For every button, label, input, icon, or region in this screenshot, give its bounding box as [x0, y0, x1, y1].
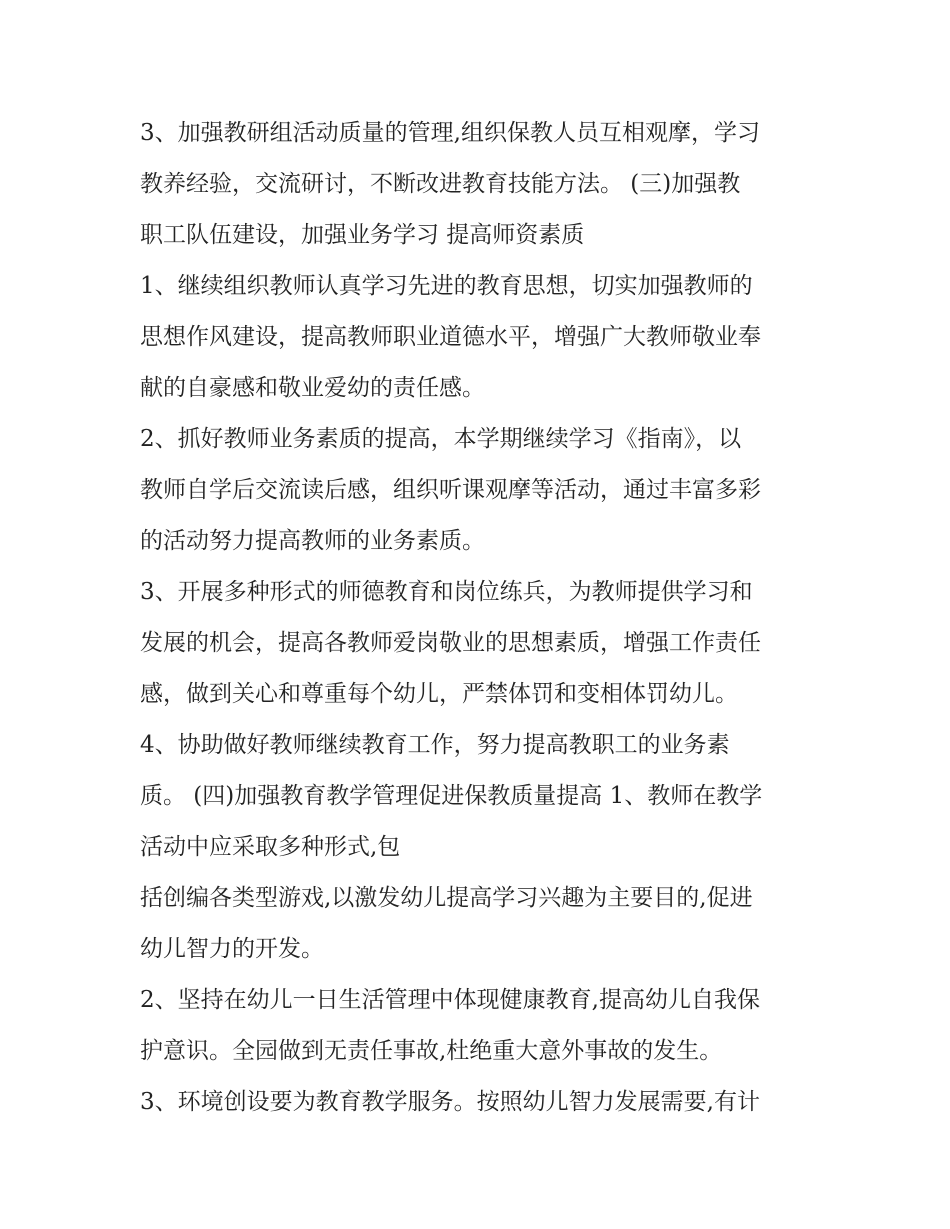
text-line: 教师自学后交流读后感，组织听课观摩等活动，通过丰富多彩 [140, 477, 761, 503]
text-line: 3、加强教研组活动质量的管理,组织保教人员互相观摩，学习 [140, 120, 760, 146]
text-line: 3、环境创设要为教育教学服务。按照幼儿智力发展需要,有计 [140, 1089, 760, 1115]
text-line: 1、继续组织教师认真学习先进的教育思想，切实加强教师的 [140, 273, 753, 299]
text-line: 思想作风建设，提高教师职业道德水平，增强广大教师敬业奉 [140, 324, 761, 350]
text-line: 2、抓好教师业务素质的提高，本学期继续学习《指南》，以 [140, 426, 742, 452]
text-line: 幼儿智力的开发。 [140, 936, 324, 962]
text-line: 感，做到关心和尊重每个幼儿，严禁体罚和变相体罚幼儿。 [140, 681, 738, 707]
text-line: 2、坚持在幼儿一日生活管理中体现健康教育,提高幼儿自我保 [140, 987, 760, 1013]
document-body [140, 108, 820, 1128]
text-line: 括创编各类型游戏,以激发幼儿提高学习兴趣为主要目的,促进 [140, 885, 753, 911]
text-line: 发展的机会，提高各教师爱岗敬业的思想素质，增强工作责任 [140, 630, 761, 656]
text-line: 职工队伍建设，加强业务学习 提高师资素质 [140, 222, 585, 248]
text-line: 活动中应采取多种形式,包 [140, 834, 401, 860]
text-line: 质。 (四)加强教育教学管理促进保教质量提高 1、教师在教学 [140, 783, 763, 809]
text-line: 献的自豪感和敬业爱幼的责任感。 [140, 375, 485, 401]
text-line: 的活动努力提高教师的业务素质。 [140, 528, 485, 554]
text-line: 4、协助做好教师继续教育工作，努力提高教职工的业务素 [140, 732, 730, 758]
text-line: 护意识。全园做到无责任事故,杜绝重大意外事故的发生。 [140, 1038, 723, 1064]
text-line: 教养经验，交流研讨，不断改进教育技能方法。 (三)加强教 [140, 171, 741, 197]
text-line: 3、开展多种形式的师德教育和岗位练兵，为教师提供学习和 [140, 579, 753, 605]
